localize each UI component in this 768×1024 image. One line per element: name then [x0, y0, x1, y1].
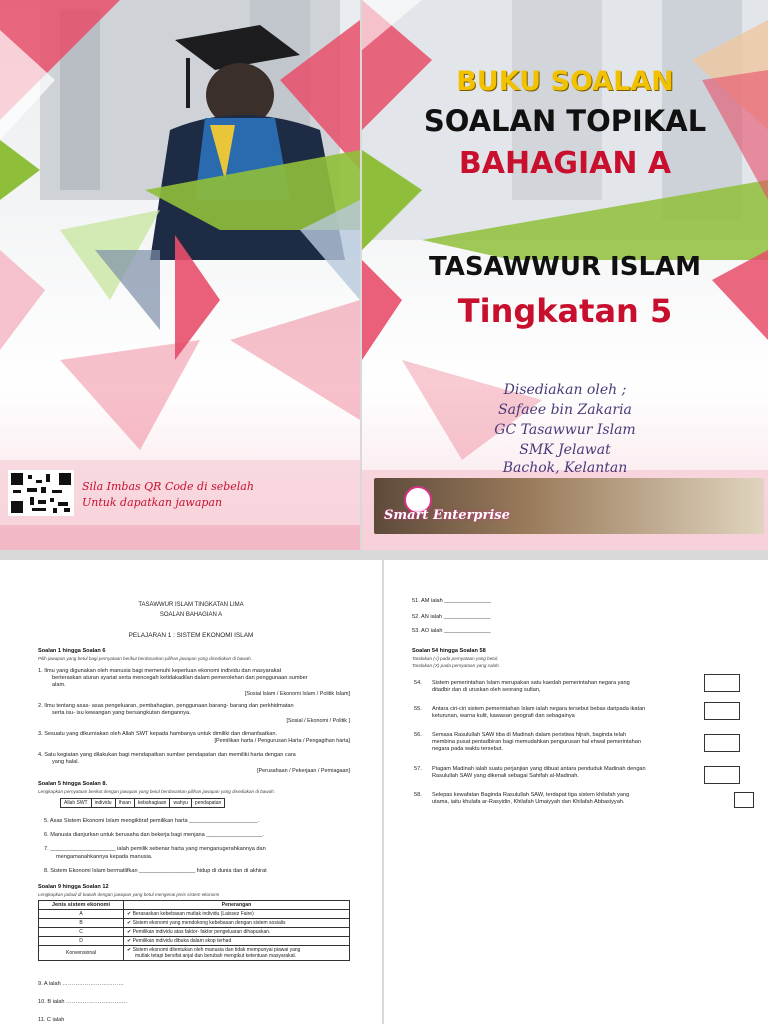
question-5: 5. Asas Sistem Ekonomi Islam mengiktiraf pemilikan harta ______________________. — [44, 818, 260, 824]
question-58: Selepas kewafatan Baginda Rasulullah SAW, terdapat tiga sistem khilafah yang — [432, 792, 630, 798]
cover-left-graphics — [0, 0, 360, 550]
question-4: 4. Satu kegiatan yang dilakukan bagi mendapatkan sumber pendapatan dan memiliki harta dengan cara — [38, 752, 296, 758]
author-line-4: SMK Jelawat — [519, 442, 611, 458]
answer-10: 10. B ialah …………………………… — [38, 999, 128, 1005]
table-cell-line1: ✔ Sistem ekonomi ditentukan oleh manusia dan tidak mempunyai piawai yang — [127, 947, 301, 953]
qr-caption-line1: Sila Imbas QR Code di sebelah — [82, 480, 254, 493]
cover-title-soalan-topikal: SOALAN TOPIKAL — [423, 104, 707, 138]
question-57-line2: Rasulullah SAW yang dikenali sebagai Sahifah al-Madinah. — [432, 773, 579, 779]
cover-right-page — [362, 0, 768, 550]
question-7-line2: mengamanahkannya kepada manusia. — [56, 854, 153, 860]
cover-title-buku-soalan: BUKU SOALAN — [456, 66, 674, 97]
question-1-options: [Sosial Islam / Ekonomi Islam / Politik Islam] — [244, 691, 350, 697]
question-2: 2. Ilmu tentang asas- asas pengeluaran, pembahagian, penggunaan barang- barang dan perkhidmatan — [38, 703, 294, 709]
author-line-1: Disediakan oleh ; — [503, 382, 627, 398]
answer-box-54[interactable] — [704, 674, 740, 692]
question-1-line2: berteraskan aturan syariat serta mencegah ketidakadilan dalam pemerolehan dan penggunaan sumber — [52, 675, 308, 681]
question-2-options: [Sosial / Ekonomi / Politik ] — [286, 718, 350, 724]
section1-title: Soalan 1 hingga Soalan 6 — [38, 648, 106, 654]
worksheet-header1: TASAWWUR ISLAM TINGKATAN LIMA — [138, 602, 244, 608]
section2-title: Soalan 5 hingga Soalan 8. — [38, 781, 108, 787]
question-52: 52. AN ialah _______________ — [412, 614, 491, 620]
worksheet-header2: SOALAN BAHAGIAN A — [159, 612, 223, 618]
qr-code[interactable] — [8, 470, 74, 516]
table-header: Penerangan — [124, 901, 350, 910]
answer-box-55[interactable] — [704, 702, 740, 720]
table-row: C ✔ Pemilikan individu atas faktor- faktor pengeluaran dihapuskan. — [39, 928, 350, 937]
question-56-line2: membina pusat pentadbiran bagi memudahkan pengurusan hal ehwal pemerintahan — [432, 739, 641, 745]
question-56-line3: negara pada waktu tersebut. — [432, 746, 503, 752]
question-54-line2: ditadbir dan di uruskan oleh seorang sultan, — [432, 687, 541, 693]
question-55: Antara ciri-ciri sistem pemerintahan Islam ialah negara tersebut bebas daripada ikatan — [432, 706, 646, 712]
word-bank-item: kebahagiaan — [134, 799, 170, 808]
instruction-cross: Tandakan (X) pada pernyataan yang salah. — [412, 663, 500, 668]
lesson-title: PELAJARAN 1 : SISTEM EKONOMI ISLAM — [128, 632, 254, 639]
question-53: 53. AO ialah _______________ — [412, 628, 491, 634]
section2-instruction: Lengkapkan pernyataan berikut dengan jawapan yang betul berdasarkan pilihan jawapan yang disediakan di bawah. — [38, 789, 276, 794]
answer-9: 9. A ialah …………………………… — [38, 981, 124, 987]
cover-title-bahagian: BAHAGIAN A — [458, 146, 672, 181]
question-4-options: [Perusahaan / Pekerjaan / Perniagaan] — [257, 768, 350, 774]
question-7: 7. _____________________ ialah pemilik sebenar harta yang menganugerahkannya dan — [44, 846, 266, 852]
word-bank-item: individu — [91, 799, 115, 808]
word-bank-item: pendapatan — [191, 799, 224, 808]
section-54-58-title: Soalan 54 hingga Soalan 58 — [412, 648, 486, 654]
question-3: 3. Sesuatu yang dikurniakan oleh Allah SWT kepada hambanya untuk dimiliki dan dimanfaatkan. — [38, 731, 278, 737]
question-58-number: 58. — [414, 792, 422, 798]
question-1: 1. Ilmu yang digunakan oleh manusia bagi memenuhi keperluan ekonomi individu dan masyarakat — [38, 668, 282, 674]
question-55-line2: keturunan, warna kulit, kawasan geografi dan sebagainya — [432, 713, 575, 719]
cover-form: Tingkatan 5 — [457, 292, 673, 330]
author-line-5: Bachok, Kelantan — [502, 460, 628, 476]
question-58-line2: utama, iaitu khulafa ar-Rasyidin, Khilafah Umaiyyah dan Khilafah Abbasiyyah. — [432, 799, 625, 805]
table-header: Jenis sistem ekonomi — [39, 901, 124, 910]
question-8: 8. Sistem Ekonomi Islam bermatlifkan __________________ hidup di dunia dan di akhirat — [44, 868, 267, 874]
word-bank-item: Allah SWT — [61, 799, 92, 808]
answer-box-57[interactable] — [704, 766, 740, 784]
question-2-line2: serta isu- isu kewangan yang bersangkutan dengannya. — [52, 710, 191, 716]
table-row: D ✔ Pemilikan individu dibuka dalam skop terhad — [39, 937, 350, 946]
qr-caption-line2: Untuk dapatkan jawapan — [82, 496, 223, 509]
table-row: Konvensional ✔ Sistem ekonomi ditentukan oleh manusia dan tidak mempunyai piawai yang mutlak tetapi bersifat anjal dan berubah mengikut ketentuan masyarakat. — [39, 946, 350, 961]
table-row: A ✔ Berasaskan kebebasan mutlak individu (Laissez Faire) — [39, 910, 350, 919]
word-bank-item: Ihsan — [115, 799, 134, 808]
answer-box-58[interactable] — [734, 792, 754, 808]
cover-left-page — [0, 0, 360, 550]
publisher-name: Smart Enterprise — [384, 508, 510, 523]
section3-title: Soalan 9 hingga Soalan 12 — [38, 884, 109, 890]
question-6: 6. Manusia dianjurkan untuk berusaha dan bekerja bagi menjana __________________. — [44, 832, 264, 838]
question-54: Sistem pemerintahan Islam merupakan satu kaedah pemerintahan negara yang — [432, 680, 630, 686]
worksheet-page-2 — [384, 560, 768, 1024]
table-row: B ✔ Sistem ekonomi yang mendokong kebebasan dengan sistem sosialis — [39, 919, 350, 928]
word-bank-item: wahyu — [170, 799, 191, 808]
question-1-line3: alam. — [52, 682, 66, 688]
answer-box-56[interactable] — [704, 734, 740, 752]
economic-systems-table — [38, 900, 350, 961]
section3-instruction: Lengkapkan jadual di bawah dengan jawapan yang betul mengenai jenis sistem ekonomi — [38, 892, 220, 897]
publisher-banner — [374, 478, 764, 534]
question-57-number: 57. — [414, 766, 422, 772]
question-56: Semasa Rasulullah SAW tiba di Madinah dalam peristiwa hijrah, baginda telah — [432, 732, 627, 738]
question-51: 51. AM ialah _______________ — [412, 598, 492, 604]
question-54-number: 54. — [414, 680, 422, 686]
author-line-2: Safaee bin Zakaria — [498, 402, 632, 418]
table-cell-line2: mutlak tetapi bersifat anjal dan berubah mengikut ketentuan masyarakat. — [135, 953, 297, 959]
question-3-options: [Pemilikan harta / Pengurusan Harta / Pengagihan harta] — [214, 738, 350, 744]
cover-subject: TASAWWUR ISLAM — [428, 252, 702, 282]
answer-11: 11. C ialah — [38, 1017, 65, 1023]
question-57: Piagam Madinah ialah suatu perjanjian yang dibuat antara penduduk Madinah dengan — [432, 766, 646, 772]
question-55-number: 55. — [414, 706, 422, 712]
instruction-tick: Tandakan (√) pada pernyataan yang betul. — [412, 656, 499, 661]
question-56-number: 56. — [414, 732, 422, 738]
worksheet-page-1 — [0, 560, 382, 1024]
word-bank-table — [60, 798, 225, 808]
author-line-3: GC Tasawwur Islam — [494, 422, 636, 438]
section1-instruction: Pilih jawapan yang betul bagi pernyataan berikut berdasarkan pilihan jawapan yang disediakan di bawah. — [38, 656, 253, 661]
question-4-line2: yang halal. — [52, 759, 80, 765]
